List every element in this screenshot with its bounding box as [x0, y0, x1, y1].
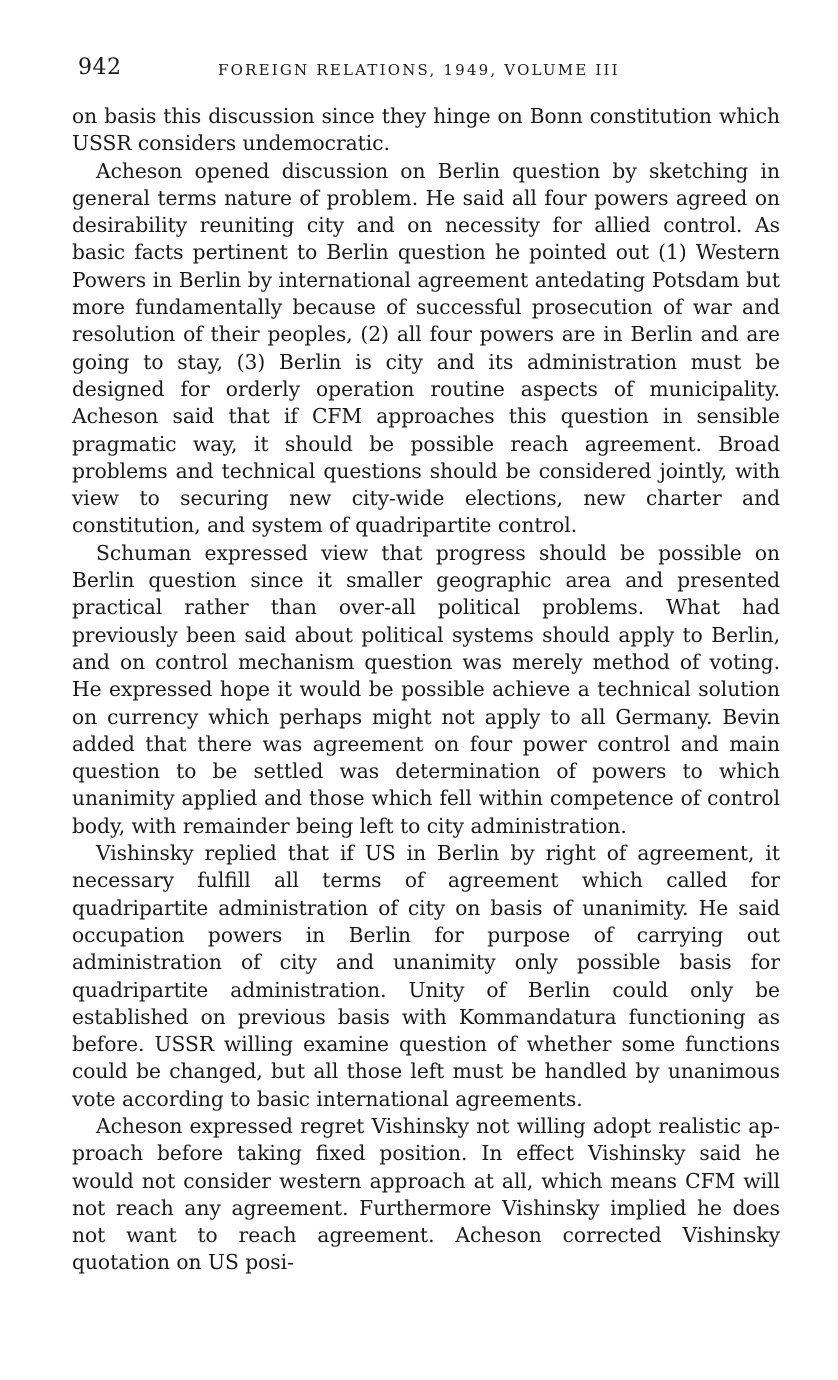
running-head [78, 55, 778, 85]
paragraph-schuman-view: Schuman expressed view that progress should be possible on Berlin question since it smaller geographic area and presented practical rather than over-all political problems. What had previously been said about political systems should apply to Berlin, and on control mechanism question was merely method of voting. He expressed hope it would be possible achieve a technical solution on currency which perhaps might not apply to all Germany. Bevin added that there was agreement on four power control and main question to be settled was determination of powers to which unanimity applied and those which fell within competence of control body, with remainder being left to city administration. [72, 540, 780, 838]
page-number: 942 [78, 55, 122, 80]
paragraph-acheson-opening: Acheson opened discussion on Berlin question by sketching in general terms nature of problem. He said all four powers agreed on desirability reuniting city and on necessity for allied control. As basic facts pertinent to Berlin question he pointed out (1) Western Powers in Berlin by international agreement antedating Potsdam but more fundamentally because of successful prosecution of war and resolution of their peoples, (2) all four powers are in Berlin and are going to stay, (3) Berlin is city and its administration must be designed for orderly operation routine aspects of municipality. Acheson said that if CFM approaches this question in sensible pragmatic way, it should be possible reach agreement. Broad problems and technical questions should be considered jointly, with view to securing new city-wide elections, new charter and constitution, and system of quadripartite control. [72, 158, 780, 538]
running-title: FOREIGN RELATIONS, 1949, VOLUME III [218, 61, 620, 79]
paragraph-continuation: on basis this discussion since they hinge on Bonn constitution which USSR considers undemocratic. [72, 104, 780, 156]
paragraph-vishinsky-reply: Vishinsky replied that if US in Berlin by right of agreement, it necessary fulfill all terms of agreement which called for quadripartite administration of city on basis of unanimity. He said occupation powers in Berlin for purpose of carrying out administration of city and unanimity only possible basis for quadripartite administration. Unity of Berlin could only be established on previous basis with Kommandatura functioning as before. USSR willing examine question of whether some functions could be changed, but all those left must be handled by unanimous vote according to basic international agreements. [72, 841, 780, 1111]
paragraph-acheson-regret: Acheson expressed regret Vishinsky not willing adopt realistic approach before taking fixed position. In effect Vishinsky said he would not consider western approach at all, which means CFM will not reach any agreement. Furthermore Vishinsky implied he does not want to reach agreement. Acheson corrected Vishinsky quotation on US posi- [72, 1113, 780, 1275]
body-text [72, 103, 780, 1277]
